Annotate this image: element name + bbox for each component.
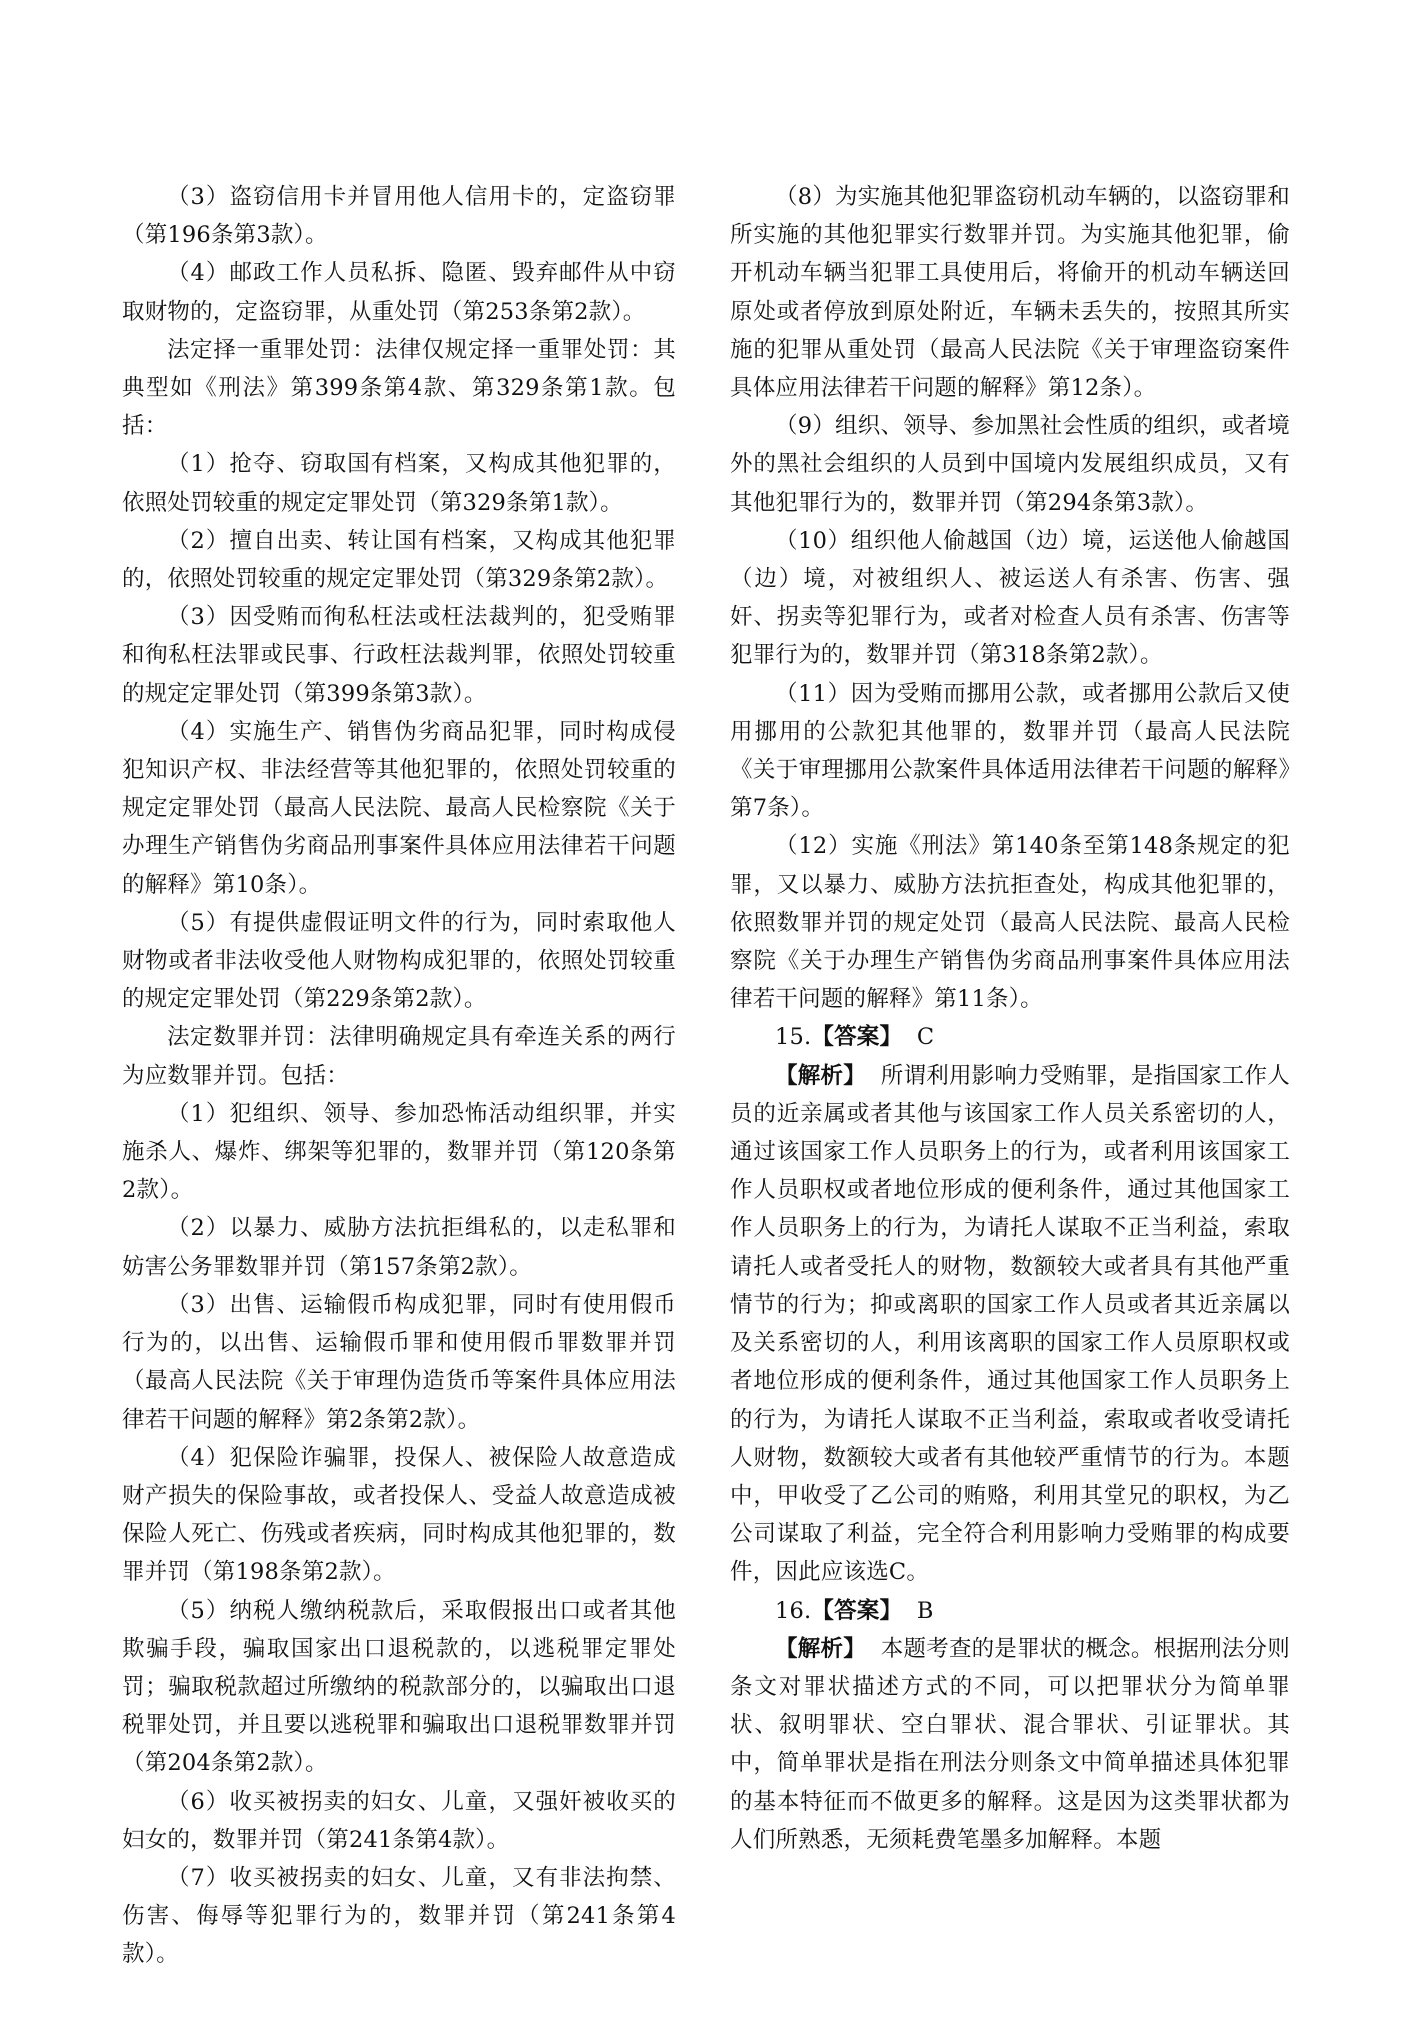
analysis-text: 所谓利用影响力受贿罪，是指国家工作人员的近亲属或者其他与该国家工作人员关系密切的人，通过该国家工作人员职务上的行为，或者利用该国家工作人员职权或者地位形成的便利条件，通过其他国家工作人员职务上的行为，为请托人谋取不正当利益，索取请托人或者受托人的财物，数额较大或者具有其他严重情节的行为；抑或离职的国家工作人员或者其近亲属以及关系密切的人，利用该离职的国家工作人员原职权或者地位形成的便利条件，通过其他国家工作人员职务上的行为，为请托人谋取不正当利益，索取或者收受请托人财物，数额较大或者有其他较严重情节的行为。本题中，甲收受了乙公司的贿赂，利用其堂兄的职权，为乙公司谋取了利益，完全符合利用影响力受贿罪的构成要件，因此应该选C。 [730, 1062, 1290, 1586]
analysis-text: 本题考查的是罪状的概念。根据刑法分则条文对罪状描述方式的不同，可以把罪状分为简单罪状、叙明罪状、空白罪状、混合罪状、引证罪状。其中，简单罪状是指在刑法分则条文中简单描述具体犯罪的基本特征而不做更多的解释。这是因为这类罪状都为人们所熟悉，无须耗费笔墨多加解释。本题 [730, 1635, 1290, 1853]
answer-line-q16 [730, 1592, 1290, 1630]
paragraph: （2）以暴力、威胁方法抗拒缉私的，以走私罪和妨害公务罪数罪并罚（第157条第2款）。 [122, 1215, 676, 1280]
answer-value: B [916, 1597, 934, 1624]
answer-line-q15 [730, 1018, 1290, 1056]
analysis-q15 [730, 1057, 1290, 1592]
paragraph: （2）擅自出卖、转让国有档案，又构成其他犯罪的，依照处罚较重的规定定罪处罚（第329条第2款）。 [122, 527, 676, 593]
paragraph: （5）有提供虚假证明文件的行为，同时索取他人财物或者非法收受他人财物构成犯罪的，依照处罚较重的规定定罪处罚（第229条第2款）。 [122, 909, 676, 1013]
paragraph: （3）盗窃信用卡并冒用他人信用卡的，定盗窃罪（第196条第3款）。 [122, 184, 676, 249]
paragraph: （1）抢夺、窃取国有档案，又构成其他犯罪的，依照处罚较重的规定定罪处罚（第329条第1款）。 [122, 451, 676, 516]
right-column [730, 178, 1290, 1859]
analysis-tag: 【解析】 [775, 1635, 866, 1662]
paragraph: （4）实施生产、销售伪劣商品犯罪，同时构成侵犯知识产权、非法经营等其他犯罪的，依照处罚较重的规定定罪处罚（最高人民法院、最高人民检察院《关于办理生产销售伪劣商品刑事案件具体应用法律若干问题的解释》第10条）。 [122, 718, 676, 898]
paragraph: （1）犯组织、领导、参加恐怖活动组织罪，并实施杀人、爆炸、绑架等犯罪的，数罪并罚（第120条第2款）。 [122, 1100, 676, 1204]
paragraph: （3）出售、运输假币构成犯罪，同时有使用假币行为的，以出售、运输假币罪和使用假币罪数罪并罚（最高人民法院《关于审理伪造货币等案件具体应用法律若干问题的解释》第2条第2款）。 [122, 1291, 676, 1433]
paragraph: （3）因受贿而徇私枉法或枉法裁判的，犯受贿罪和徇私枉法罪或民事、行政枉法裁判罪，依照处罚较重的规定定罪处罚（第399条第3款）。 [122, 604, 676, 707]
question-number: 16. [775, 1597, 812, 1624]
paragraph: 法定择一重罪处罚：法律仅规定择一重罪处罚：其典型如《刑法》第399条第4款、第329条第1款。包括： [122, 336, 676, 440]
paragraph: （12）实施《刑法》第140条至第148条规定的犯罪，又以暴力、威胁方法抗拒查处，构成其他犯罪的，依照数罪并罚的规定处罚（最高人民法院、最高人民检察院《关于办理生产销售伪劣商品刑事案件具体应用法律若干问题的解释》第11条）。 [730, 833, 1290, 1013]
paragraph: （4）犯保险诈骗罪，投保人、被保险人故意造成财产损失的保险事故，或者投保人、受益人故意造成被保险人死亡、伤残或者疾病，同时构成其他犯罪的，数罪并罚（第198条第2款）。 [122, 1444, 676, 1586]
answer-value: C [916, 1024, 935, 1051]
left-column [122, 178, 676, 1974]
paragraph: （9）组织、领导、参加黑社会性质的组织，或者境外的黑社会组织的人员到中国境内发展组织成员，又有其他犯罪行为的，数罪并罚（第294条第3款）。 [730, 413, 1290, 516]
paragraph: （6）收买被拐卖的妇女、儿童，又强奸被收买的妇女的，数罪并罚（第241条第4款）。 [122, 1788, 676, 1853]
paragraph: 法定数罪并罚：法律明确规定具有牵连关系的两行为应数罪并罚。包括： [122, 1024, 676, 1089]
question-number: 15. [775, 1024, 812, 1051]
paragraph: （8）为实施其他犯罪盗窃机动车辆的，以盗窃罪和所实施的其他犯罪实行数罪并罚。为实施其他犯罪，偷开机动车辆当犯罪工具使用后，将偷开的机动车辆送回原处或者停放到原处附近，车辆未丢失的，按照其所实施的犯罪从重处罚（最高人民法院《关于审理盗窃案件具体应用法律若干问题的解释》第12条）。 [730, 184, 1290, 402]
paragraph: （7）收买被拐卖的妇女、儿童，又有非法拘禁、伤害、侮辱等犯罪行为的，数罪并罚（第241条第4款）。 [122, 1864, 676, 1968]
answer-tag: 【答案】 [811, 1024, 903, 1051]
paragraph: （11）因为受贿而挪用公款，或者挪用公款后又使用挪用的公款犯其他罪的，数罪并罚（最高人民法院《关于审理挪用公款案件具体适用法律若干问题的解释》第7条）。 [730, 680, 1290, 822]
paragraph: （10）组织他人偷越国（边）境，运送他人偷越国（边）境，对被组织人、被运送人有杀害、伤害、强奸、拐卖等犯罪行为，或者对检查人员有杀害、伤害等犯罪行为的，数罪并罚（第318条第2款）。 [730, 527, 1290, 669]
analysis-q16 [730, 1630, 1290, 1859]
analysis-tag: 【解析】 [775, 1062, 866, 1089]
paragraph: （4）邮政工作人员私拆、隐匿、毁弃邮件从中窃取财物的，定盗窃罪，从重处罚（第253条第2款）。 [122, 260, 676, 325]
answer-tag: 【答案】 [811, 1597, 903, 1624]
paragraph: （5）纳税人缴纳税款后，采取假报出口或者其他欺骗手段，骗取国家出口退税款的，以逃税罪定罪处罚；骗取税款超过所缴纳的税款部分的，以骗取出口退税罪处罚，并且要以逃税罪和骗取出口退税罪数罪并罚（第204条第2款）。 [122, 1597, 676, 1777]
